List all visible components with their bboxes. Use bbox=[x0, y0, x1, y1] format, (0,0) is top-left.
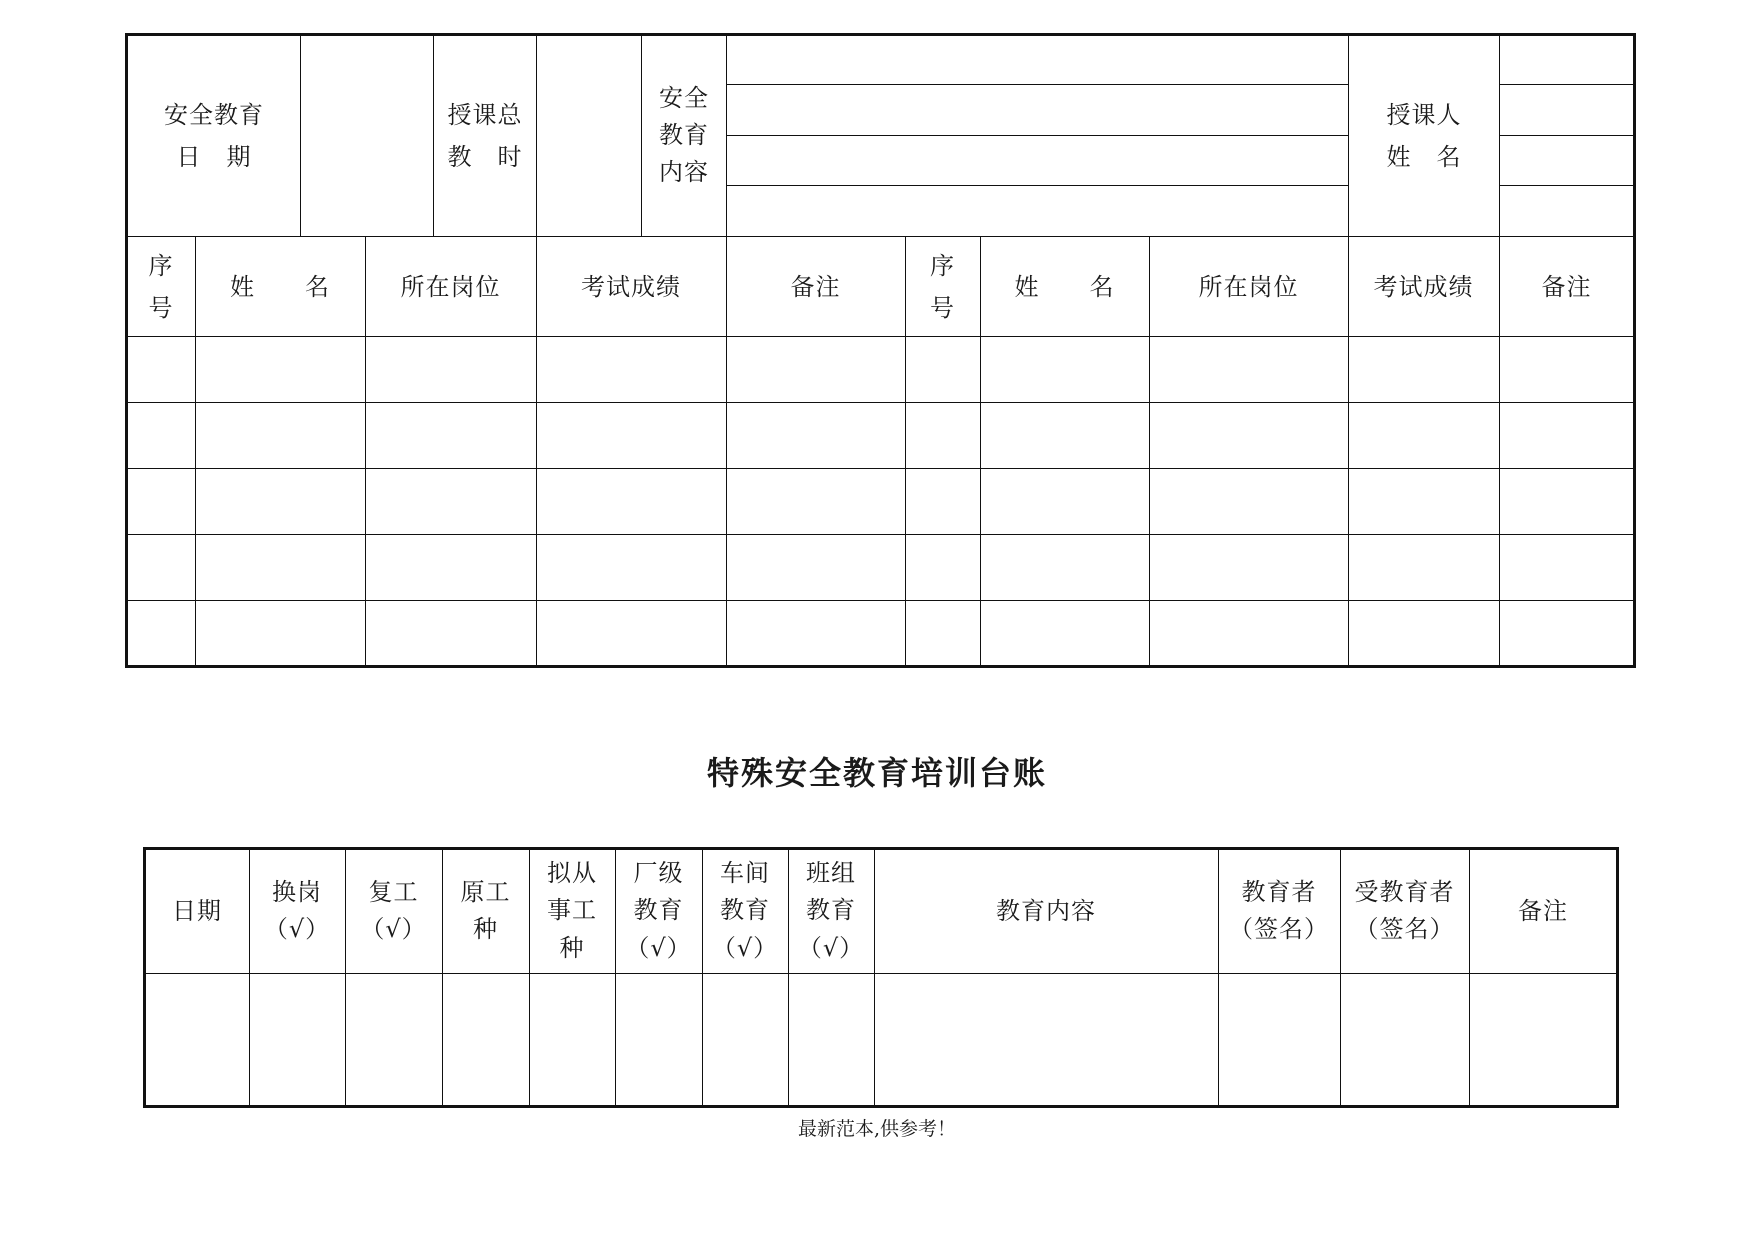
col-index-label: 序 号 bbox=[930, 251, 955, 322]
content-label: 安全 教育 内容 bbox=[659, 83, 709, 187]
ledger-col-team-edu: 班组 教育 （√） bbox=[797, 859, 865, 962]
ledger-col-date: 日期 bbox=[172, 897, 222, 925]
ledger-col-original-trade: 原工 种 bbox=[460, 877, 511, 943]
col-score-label: 考试成绩 bbox=[581, 272, 681, 301]
footer-note: 最新范本,供参考！ bbox=[797, 1118, 957, 1140]
ledger-col-remark: 备注 bbox=[1518, 897, 1568, 925]
col-score-label: 考试成绩 bbox=[1373, 272, 1474, 301]
col-remark-label: 备注 bbox=[790, 272, 841, 301]
ledger-col-return-to-work: 复工 （√） bbox=[360, 877, 427, 943]
ledger-col-intended-trade: 拟从 事工 种 bbox=[547, 859, 597, 962]
col-name-label: 姓 名 bbox=[1014, 272, 1115, 301]
teacher-name-field[interactable] bbox=[1501, 35, 1633, 236]
col-name-label: 姓 名 bbox=[230, 272, 330, 301]
ledger-col-content: 教育内容 bbox=[996, 897, 1096, 925]
col-post-label: 所在岗位 bbox=[1198, 272, 1299, 301]
ledger-header-divider bbox=[145, 973, 1617, 974]
ledger-col-factory-edu: 厂级 教育 （√） bbox=[625, 859, 692, 962]
teacher-name-label: 授课人 姓 名 bbox=[1386, 100, 1462, 171]
content-field[interactable] bbox=[728, 35, 1347, 236]
col-post-label: 所在岗位 bbox=[400, 272, 501, 301]
total-hours-label: 授课总 教 时 bbox=[447, 100, 523, 171]
row-divider bbox=[127, 402, 1634, 403]
column-header-divider bbox=[127, 336, 1634, 337]
edu-date-field[interactable] bbox=[302, 35, 432, 236]
ledger-col-transfer: 换岗 （√） bbox=[263, 877, 331, 943]
row-divider bbox=[127, 468, 1634, 469]
col-remark-label: 备注 bbox=[1541, 272, 1592, 301]
ledger-col-educator: 教育者 （签名） bbox=[1229, 877, 1329, 943]
row-divider bbox=[127, 534, 1634, 535]
ledger-col-trainee: 受教育者 （签名） bbox=[1354, 877, 1455, 943]
ledger-col-workshop-edu: 车间 教育 （√） bbox=[711, 859, 779, 962]
header-divider bbox=[536, 35, 537, 236]
total-hours-field[interactable] bbox=[538, 35, 640, 236]
ledger-title: 特殊安全教育培训台账 bbox=[706, 754, 1047, 792]
header-divider bbox=[300, 35, 301, 236]
col-index-label: 序 号 bbox=[148, 251, 174, 322]
edu-date-label: 安全教育 日 期 bbox=[164, 100, 264, 171]
row-divider bbox=[127, 600, 1634, 601]
